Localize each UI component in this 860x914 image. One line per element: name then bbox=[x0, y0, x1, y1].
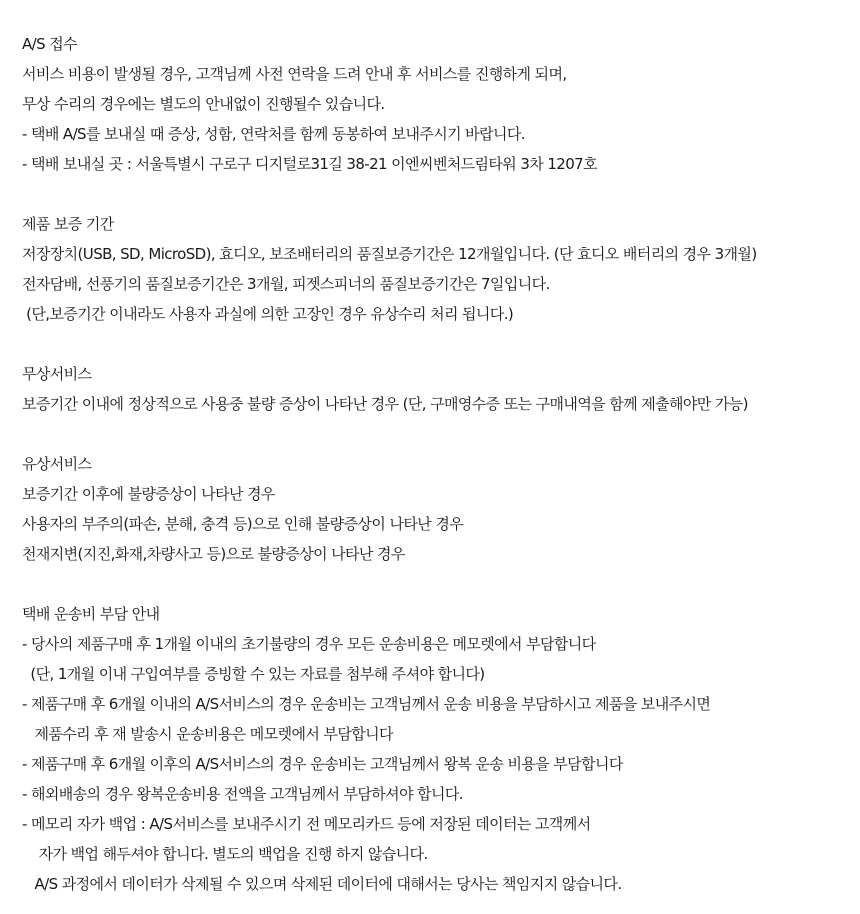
text-line: - 당사의 제품구매 후 1개월 이내의 초기불량의 경우 모든 운송비용은 메모렛에서 부담합니다 bbox=[22, 635, 596, 653]
text-line: 무상 수리의 경우에는 별도의 안내없이 진행될수 있습니다. bbox=[22, 95, 385, 113]
section-title: 무상서비스 bbox=[22, 365, 92, 383]
text-line: 보증기간 이후에 불량증상이 나타난 경우 bbox=[22, 485, 275, 503]
text-line: 전자담배, 선풍기의 품질보증기간은 3개월, 피젯스피너의 품질보증기간은 7일입니다. bbox=[22, 275, 550, 293]
section-title: A/S 접수 bbox=[22, 35, 77, 53]
text-line: 저장장치(USB, SD, MicroSD), 효디오, 보조배터리의 품질보증기간은 12개월입니다. (단 효디오 배터리의 경우 3개월) bbox=[22, 245, 757, 263]
text-line: 제품수리 후 재 발송시 운송비용은 메모렛에서 부담합니다 bbox=[22, 725, 393, 743]
text-line: (단,보증기간 이내라도 사용자 과실에 의한 고장인 경우 유상수리 처리 됩니다.) bbox=[22, 305, 514, 323]
text-line: A/S 과정에서 데이터가 삭제될 수 있으며 삭제된 데이터에 대해서는 당사는 책임지지 않습니다. bbox=[22, 875, 622, 893]
section-title: 택배 운송비 부담 안내 bbox=[22, 605, 160, 623]
section-paid-service bbox=[22, 449, 860, 569]
text-line: - 제품구매 후 6개월 이후의 A/S서비스의 경우 운송비는 고객님께서 왕복 운송 비용을 부담합니다 bbox=[22, 755, 623, 773]
section-warranty-period bbox=[22, 209, 860, 329]
text-line: - 메모리 자가 백업 : A/S서비스를 보내주시기 전 메모리카드 등에 저장된 데이터는 고객께서 bbox=[22, 815, 591, 833]
section-free-service bbox=[22, 359, 860, 419]
text-line: - 해외배송의 경우 왕복운송비용 전액을 고객님께서 부담하셔야 합니다. bbox=[22, 785, 463, 803]
text-line: 보증기간 이내에 정상적으로 사용중 불량 증상이 나타난 경우 (단, 구매영수증 또는 구매내역을 함께 제출해야만 가능) bbox=[22, 395, 748, 413]
text-line: (단, 1개월 이내 구입여부를 증빙할 수 있는 자료를 첨부해 주셔야 합니다) bbox=[22, 665, 485, 683]
text-line: - 택배 A/S를 보내실 때 증상, 성함, 연락처를 함께 동봉하여 보내주시기 바랍니다. bbox=[22, 125, 525, 143]
section-title: 제품 보증 기간 bbox=[22, 215, 114, 233]
text-line: 천재지변(지진,화재,차량사고 등)으로 불량증상이 나타난 경우 bbox=[22, 545, 405, 563]
text-line: 서비스 비용이 발생될 경우, 고객님께 사전 연락을 드려 안내 후 서비스를 진행하게 되며, bbox=[22, 65, 567, 83]
section-title: 유상서비스 bbox=[22, 455, 92, 473]
text-line: 자가 백업 해두셔야 합니다. 별도의 백업을 진행 하지 않습니다. bbox=[22, 845, 428, 863]
section-as-reception bbox=[22, 29, 860, 179]
section-shipping-cost bbox=[22, 599, 860, 899]
text-line: - 제품구매 후 6개월 이내의 A/S서비스의 경우 운송비는 고객님께서 운송 비용을 부담하시고 제품을 보내주시면 bbox=[22, 695, 711, 713]
text-line: 사용자의 부주의(파손, 분해, 충격 등)으로 인해 불량증상이 나타난 경우 bbox=[22, 515, 464, 533]
text-line: - 택배 보내실 곳 : 서울특별시 구로구 디지털로31길 38-21 이엔씨벤처드림타워 3차 1207호 bbox=[22, 155, 598, 173]
